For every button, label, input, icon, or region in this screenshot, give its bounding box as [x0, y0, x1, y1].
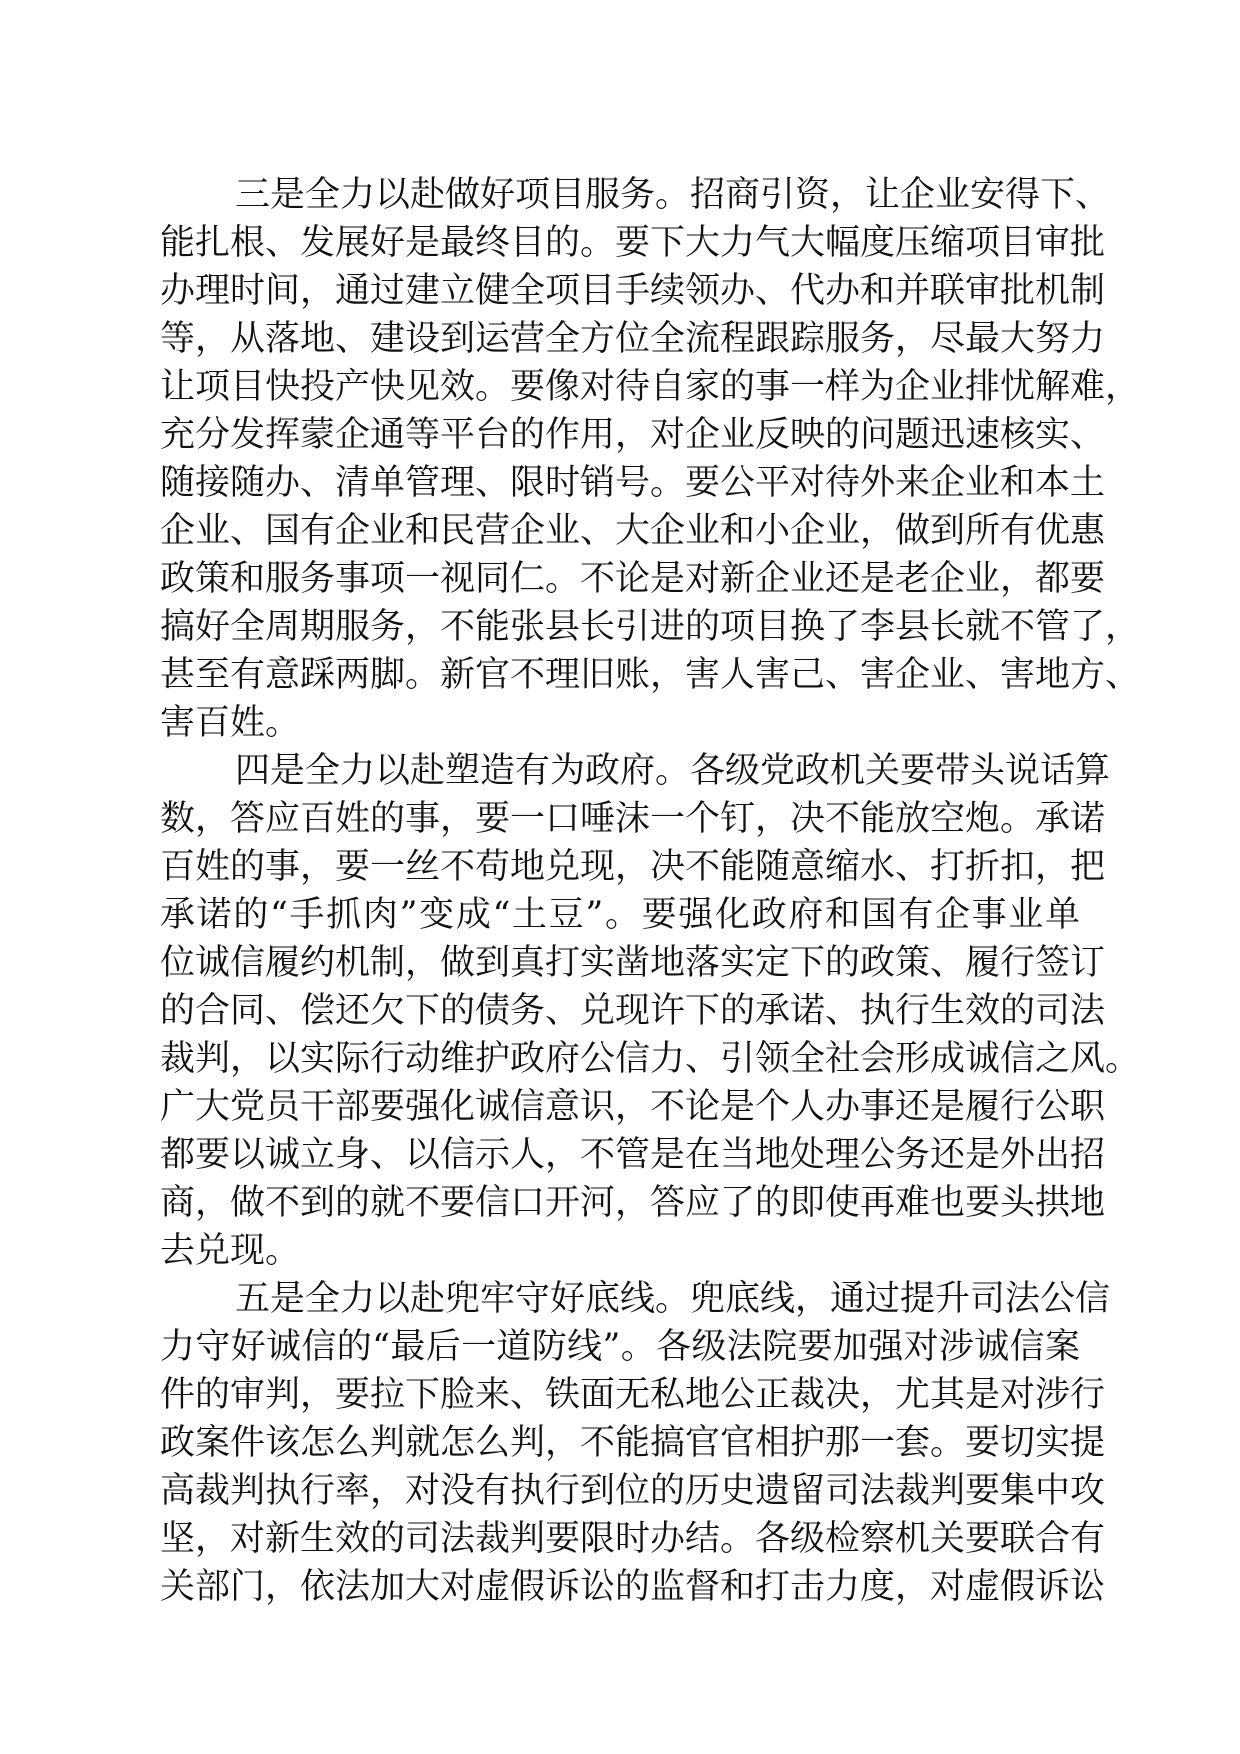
text-line: 企业、国有企业和民营企业、大企业和小企业，做到所有优惠: [160, 511, 1106, 551]
paragraph-project-service: [160, 171, 1141, 747]
text-line: 裁判，以实际行动维护政府公信力、引领全社会形成诚信之风。: [160, 1039, 1141, 1079]
text-line: 五是全力以赴兜牢守好底线。兜底线，通过提升司法公信: [235, 1279, 1111, 1319]
text-line: 能扎根、发展好是最终目的。要下大力气大幅度压缩项目审批: [160, 223, 1106, 263]
paragraph-government-credibility: [160, 747, 1141, 1275]
text-line: 位诚信履约机制，做到真打实凿地落实定下的政策、履行签订: [160, 943, 1106, 983]
text-line: 政策和服务事项一视同仁。不论是对新企业还是老企业，都要: [160, 559, 1106, 599]
text-line: 充分发挥蒙企通等平台的作用，对企业反映的问题迅速核实、: [160, 415, 1106, 455]
text-line: 百姓的事，要一丝不苟地兑现，决不能随意缩水、打折扣，把: [160, 847, 1106, 887]
text-line: 甚至有意踩两脚。新官不理旧账，害人害己、害企业、害地方、: [160, 655, 1141, 695]
text-line: 商，做不到的就不要信口开河，答应了的即使再难也要头拱地: [160, 1183, 1106, 1223]
text-line: 去兑现。: [160, 1231, 301, 1271]
paragraph-bottom-line: [160, 1275, 1111, 1611]
text-line: 高裁判执行率，对没有执行到位的历史遗留司法裁判要集中攻: [160, 1471, 1106, 1511]
text-line: 害百姓。: [160, 703, 301, 743]
text-line: 办理时间，通过建立健全项目手续领办、代办和并联审批机制: [160, 271, 1106, 311]
text-line: 四是全力以赴塑造有为政府。各级党政机关要带头说话算: [235, 751, 1111, 791]
text-line: 让项目快投产快见效。要像对待自家的事一样为企业排忧解难，: [160, 367, 1141, 407]
text-line: 承诺的“手抓肉”变成“土豆”。要强化政府和国有企事业单: [160, 895, 1080, 935]
body-text: [160, 171, 1141, 1611]
text-line: 数，答应百姓的事，要一口唾沫一个钉，决不能放空炮。承诺: [160, 799, 1106, 839]
text-line: 广大党员干部要强化诚信意识，不论是个人办事还是履行公职: [160, 1087, 1106, 1127]
text-line: 政案件该怎么判就怎么判，不能搞官官相护那一套。要切实提: [160, 1423, 1106, 1463]
text-line: 三是全力以赴做好项目服务。招商引资，让企业安得下、: [235, 175, 1111, 215]
text-line: 都要以诚立身、以信示人，不管是在当地处理公务还是外出招: [160, 1135, 1106, 1175]
text-line: 件的审判，要拉下脸来、铁面无私地公正裁决，尤其是对涉行: [160, 1375, 1106, 1415]
text-line: 的合同、偿还欠下的债务、兑现许下的承诺、执行生效的司法: [160, 991, 1106, 1031]
text-line: 力守好诚信的“最后一道防线”。各级法院要加强对涉诚信案: [160, 1327, 1080, 1367]
text-line: 关部门，依法加大对虚假诉讼的监督和打击力度，对虚假诉讼: [160, 1567, 1106, 1607]
text-line: 搞好全周期服务，不能张县长引进的项目换了李县长就不管了，: [160, 607, 1141, 647]
text-line: 坚，对新生效的司法裁判要限时办结。各级检察机关要联合有: [160, 1519, 1106, 1559]
text-line: 随接随办、清单管理、限时销号。要公平对待外来企业和本土: [160, 463, 1106, 503]
text-line: 等，从落地、建设到运营全方位全流程跟踪服务，尽最大努力: [160, 319, 1106, 359]
